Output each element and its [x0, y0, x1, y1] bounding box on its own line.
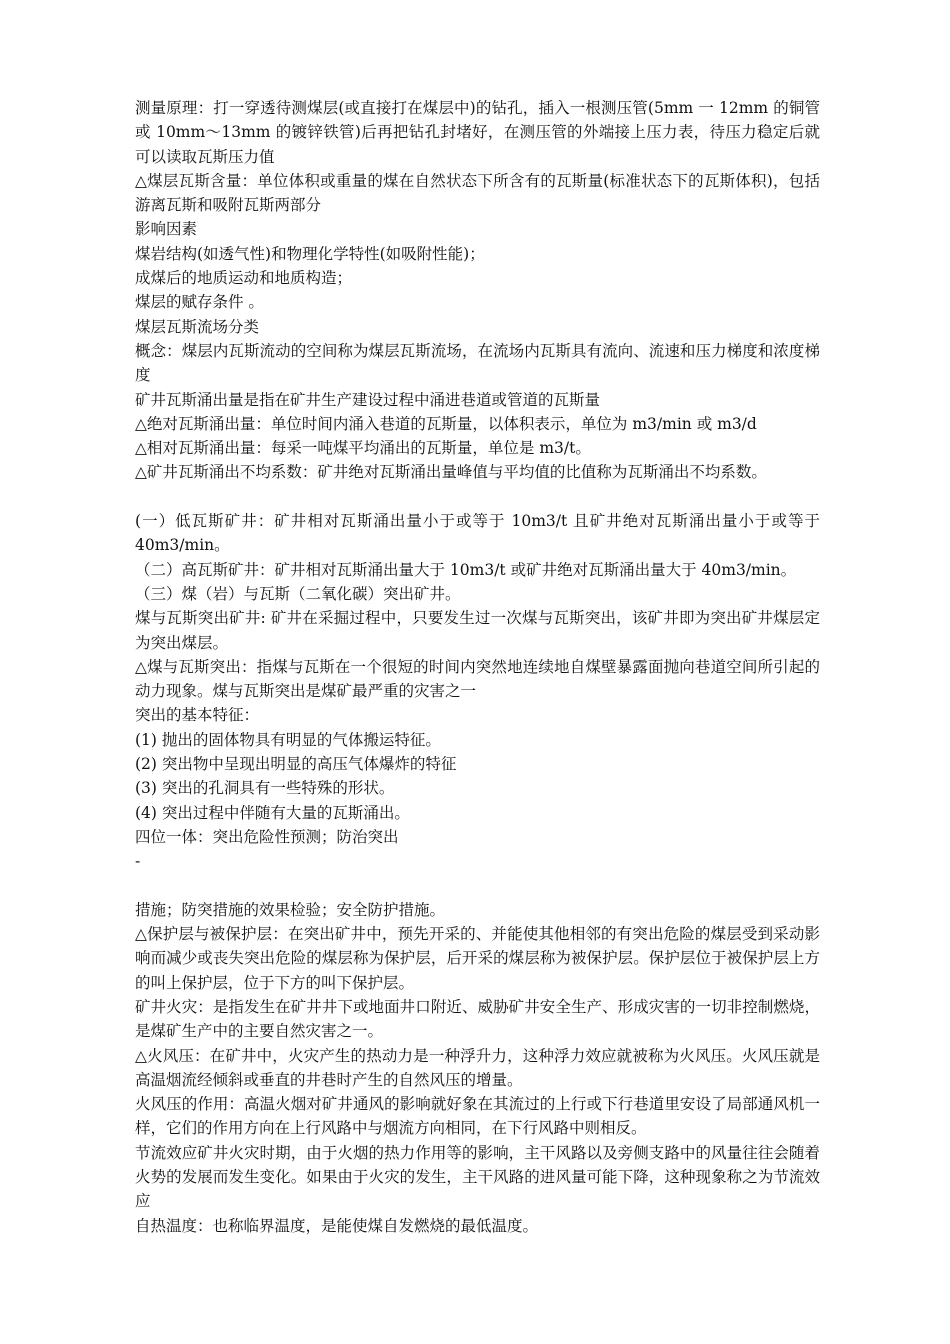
blank-line: [135, 874, 820, 898]
document-page: [135, 96, 820, 1238]
blank-line: [135, 485, 820, 509]
paragraph-occurrence-conditions: 煤层的赋存条件 。: [135, 293, 264, 312]
paragraph-four-in-one: 四位一体：突出危险性预测；防治突出: [135, 827, 399, 846]
paragraph-measures: 措施；防突措施的效果检验；安全防护措施。: [135, 900, 446, 919]
paragraph-feature-3: (3) 突出的孔洞具有一些特殊的形状。: [135, 779, 395, 798]
paragraph-measurement-principle: 测量原理：打一穿透待测煤层(或直接打在煤层中)的钻孔，插入一根测压管(5mm 一 12mm 的铜管或 10mm～13mm 的镀锌铁管)后再把钻孔封堵好，在测压管的外端接上压力表，待压力稳定后就可以读取瓦斯压力值: [135, 99, 820, 166]
paragraph-flow-field-concept: 概念：煤层内瓦斯流动的空间称为煤层瓦斯流场，在流场内瓦斯具有流向、流速和压力梯度和浓度梯度: [135, 341, 820, 385]
paragraph-outburst-mine-class: （三）煤（岩）与瓦斯（二氧化碳）突出矿井。: [135, 584, 461, 603]
paragraph-geologic-movement: 成煤后的地质运动和地质构造；: [135, 269, 353, 288]
paragraph-coal-structure: 煤岩结构(如透气性)和物理化学特性(如吸附性能)；: [135, 244, 485, 263]
paragraph-high-gas-mine: （二）高瓦斯矿井：矿井相对瓦斯涌出量大于 10m3/t 或矿井绝对瓦斯涌出量大于 40m3/min。: [135, 560, 797, 579]
paragraph-fire-pressure-effect: 火风压的作用：高温火烟对矿井通风的影响就好象在其流过的上行或下行巷道里安设了局部通风机一样，它们的作用方向在上行风路中与烟流方向相同，在下行风路中则相反。: [135, 1095, 820, 1138]
paragraph-protective-layer: △保护层与被保护层：在突出矿井中，预先开采的、并能使其他相邻的有突出危险的煤层受到采动影响而减少或丧失突出危险的煤层称为保护层，后开采的煤层称为被保护层。保护层位于被保护层上方的叫上保护层，位于下方的叫下保护层。: [135, 925, 820, 992]
paragraph-self-heating-temperature: 自热温度：也称临界温度，是能使煤自发燃烧的最低温度。: [135, 1216, 539, 1235]
paragraph-low-gas-mine: (一）低瓦斯矿井：矿井相对瓦斯涌出量小于或等于 10m3/t 且矿井绝对瓦斯涌出量小于或等于 40m3/min。: [135, 512, 820, 555]
paragraph-outburst-definition: △煤与瓦斯突出：指煤与瓦斯在一个很短的时间内突然地连续地自煤壁暴露面抛向巷道空间所引起的动力现象。煤与瓦斯突出是煤矿最严重的灾害之一: [135, 657, 820, 701]
paragraph-relative-emission: △相对瓦斯涌出量：每采一吨煤平均涌出的瓦斯量，单位是 m3/t。: [135, 439, 591, 458]
paragraph-mine-fire: 矿井火灾：是指发生在矿井井下或地面井口附近、威胁矿井安全生产、形成灾害的一切非控制燃烧，是煤矿生产中的主要自然灾害之一。: [135, 997, 820, 1041]
paragraph-feature-4: (4) 突出过程中伴随有大量的瓦斯涌出。: [135, 803, 410, 822]
paragraph-emission-definition: 矿井瓦斯涌出量是指在矿井生产建设过程中涌进巷道或管道的瓦斯量: [135, 390, 601, 409]
paragraph-influence-factors-heading: 影响因素: [135, 220, 198, 239]
paragraph-throttling-effect: 节流效应矿井火灾时期，由于火烟的热力作用等的影响，主干风路以及旁侧支路中的风量往往会随着火势的发展而发生变化。如果由于火灾的发生，主干风路的进风量可能下降，这种现象称之为节流效应: [135, 1143, 820, 1211]
paragraph-absolute-emission: △绝对瓦斯涌出量：单位时间内涌入巷道的瓦斯量，以体积表示，单位为 m3/min 或 m3/d: [135, 414, 757, 433]
paragraph-feature-1: (1) 抛出的固体物具有明显的气体搬运特征。: [135, 730, 441, 749]
paragraph-flow-field-heading: 煤层瓦斯流场分类: [135, 317, 260, 336]
paragraph-outburst-features-heading: 突出的基本特征：: [135, 706, 260, 725]
paragraph-outburst-mine-definition: 煤与瓦斯突出矿井: 矿井在采掘过程中，只要发生过一次煤与瓦斯突出，该矿井即为突出矿井煤层定为突出煤层。: [135, 609, 820, 652]
paragraph-fire-pressure: △火风压：在矿井中，火灾产生的热动力是一种浮升力，这种浮力效应就被称为火风压。火风压就是高温烟流经倾斜或垂直的井巷时产生的自然风压的增量。: [135, 1046, 820, 1089]
paragraph-feature-2: (2) 突出物中呈现出明显的高压气体爆炸的特征: [135, 755, 457, 774]
paragraph-gas-content: △煤层瓦斯含量：单位体积或重量的煤在自然状态下所含有的瓦斯量(标准状态下的瓦斯体积)，包括游离瓦斯和吸附瓦斯两部分: [135, 171, 820, 215]
paragraph-dash: -: [135, 852, 141, 871]
paragraph-nonuniform-coefficient: △矿井瓦斯涌出不均系数：矿井绝对瓦斯涌出量峰值与平均值的比值称为瓦斯涌出不均系数。: [135, 463, 767, 482]
